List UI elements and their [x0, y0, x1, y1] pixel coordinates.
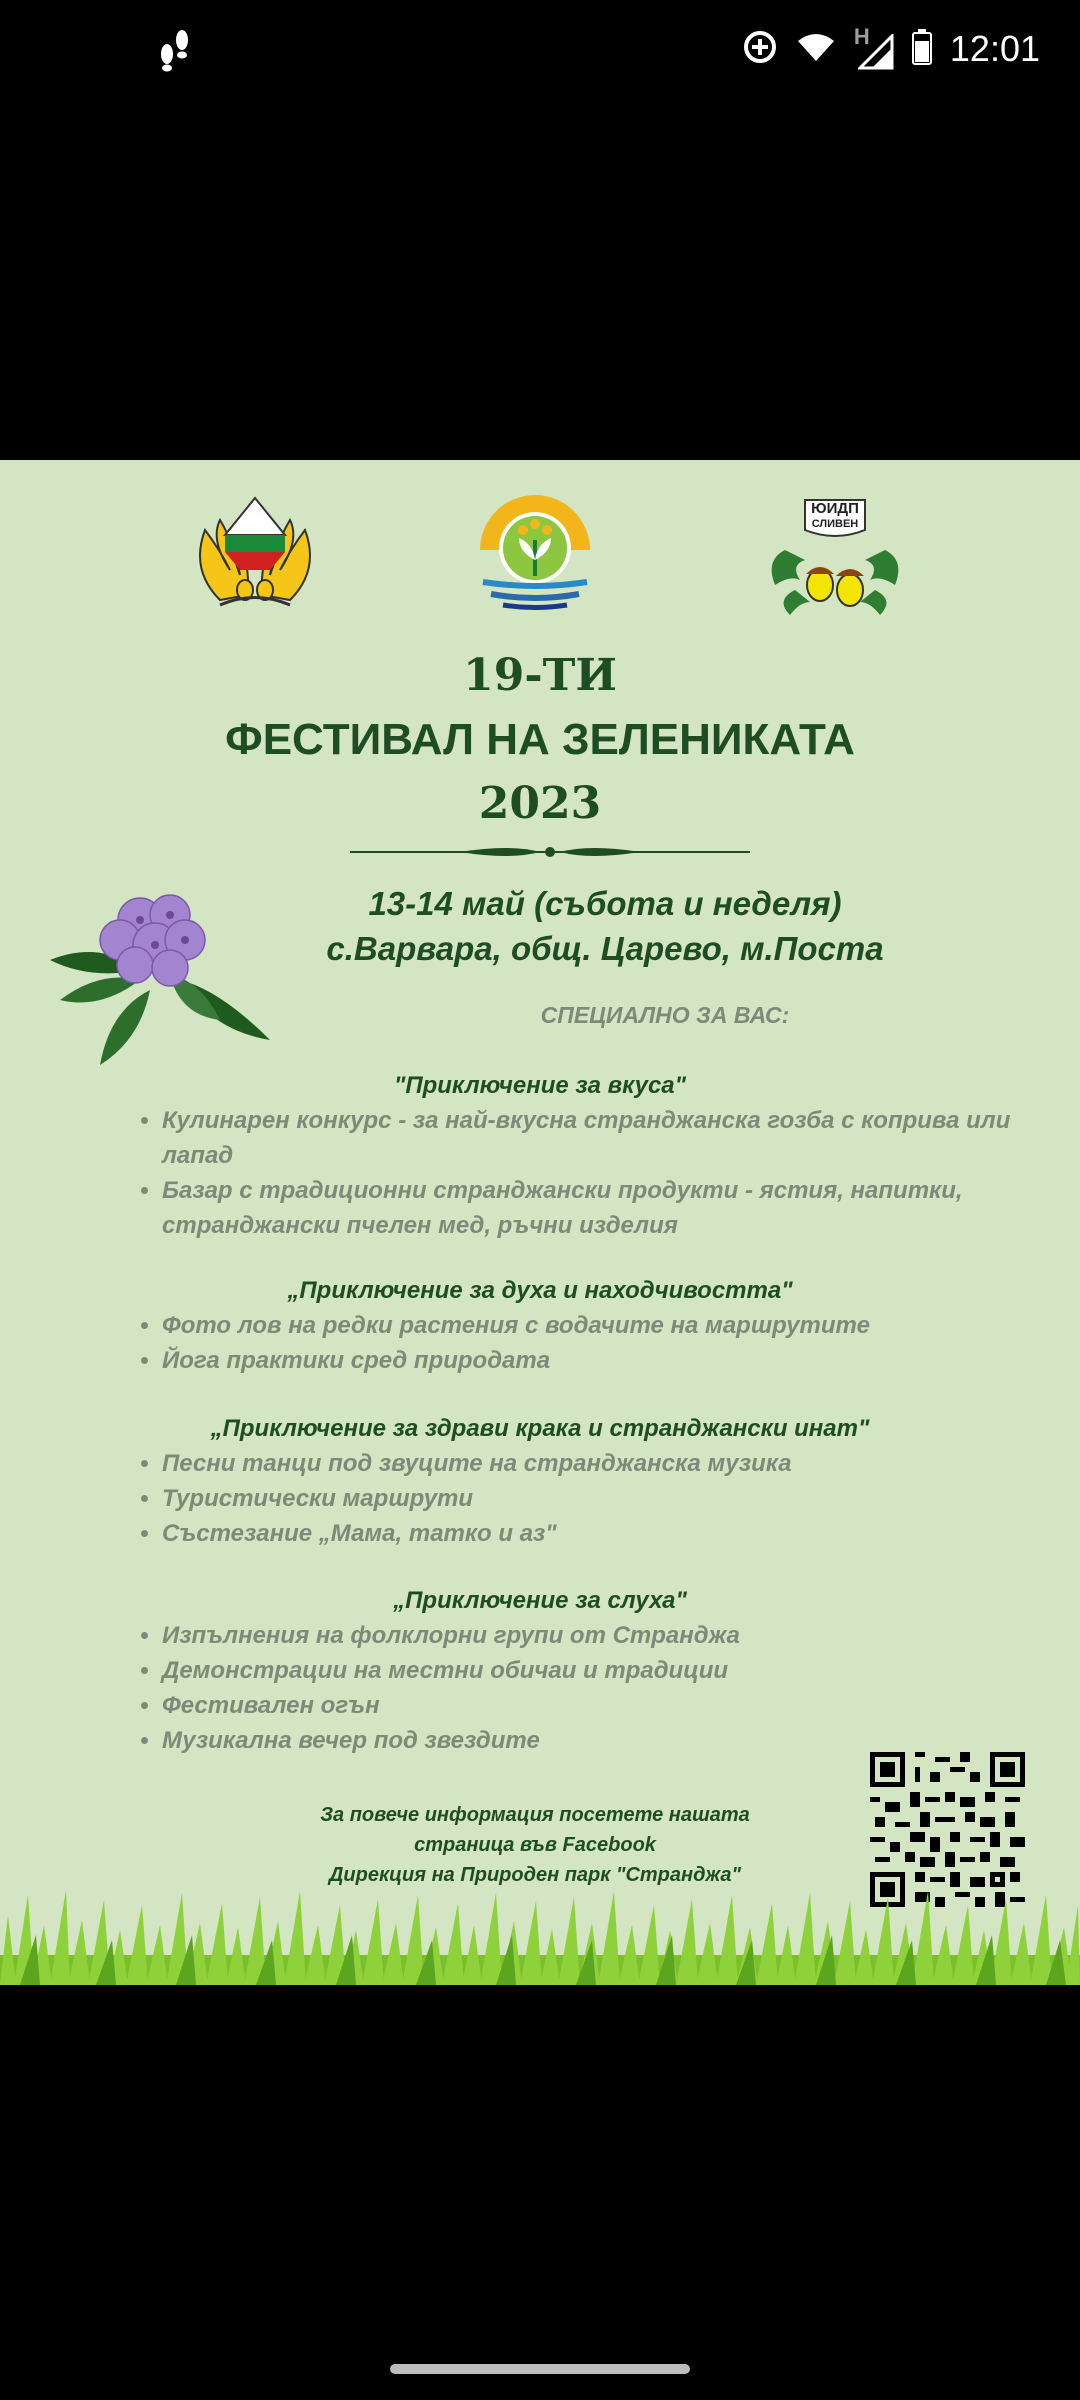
status-icons — [742, 24, 1040, 70]
section-list-hearing — [140, 1618, 1042, 1758]
section-title-taste: "Приключение за вкуса" — [393, 1072, 687, 1099]
special-for-you-label: СПЕЦИАЛНО ЗА ВАС: — [540, 1002, 790, 1028]
list-item: • Фото лов на редки растения с водачите на маршрутите — [162, 1308, 1042, 1343]
section-title-spirit: „Приключение за духа и находчивостта" — [287, 1277, 793, 1304]
forestry-agency-logo — [190, 490, 320, 615]
festival-poster — [0, 460, 1080, 1985]
grass-decoration — [0, 1885, 1080, 1985]
list-item: • Йога практики сред природата — [162, 1343, 1042, 1378]
festival-year: 2023 — [478, 778, 602, 829]
section-list-spirit — [140, 1308, 1042, 1378]
list-item: • Състезание „Мама, татко и аз" — [162, 1516, 1042, 1551]
footsteps-icon — [155, 28, 195, 77]
list-item: • Кулинарен конкурс - за най-вкусна странджанска гозба с коприва или лапад — [162, 1103, 1042, 1173]
status-bar — [0, 0, 1080, 110]
mobile-signal-icon — [853, 24, 894, 68]
event-location: с.Варвара, общ. Царево, м.Поста — [326, 930, 884, 967]
data-saver-icon — [742, 29, 778, 70]
battery-icon — [912, 29, 932, 70]
wifi-icon — [796, 31, 836, 68]
info-line: За повече информация посетете нашата — [320, 1804, 750, 1826]
section-title-legs: „Приключение за здрави крака и странджански инат" — [210, 1415, 870, 1442]
list-item: • Изпълнения на фолклорни групи от Странджа — [162, 1618, 1042, 1653]
section-list-taste — [140, 1103, 1042, 1243]
info-line: страница във Facebook — [414, 1834, 656, 1856]
info-line: Дирекция на Природен парк "Странджа" — [328, 1864, 742, 1886]
clock: 12:01 — [949, 28, 1040, 69]
section-title-hearing: „Приключение за слуха" — [393, 1587, 687, 1614]
festival-title: ФЕСТИВАЛ НА ЗЕЛЕНИКАТА — [225, 715, 855, 764]
section-list-legs — [140, 1446, 1042, 1551]
logo-text-bottom: СЛИВЕН — [811, 518, 859, 530]
list-item: • Базар с традиционни странджански продукти - ястия, напитки, странджански пчелен мед, ръчни изделия — [162, 1173, 1042, 1243]
logo-text-top: ЮИДП — [811, 500, 859, 517]
ornament-divider — [350, 840, 750, 869]
list-item: • Музикална вечер под звездите — [162, 1723, 1042, 1758]
festival-edition: 19-ТИ — [463, 650, 617, 701]
gesture-navigation-bar[interactable] — [390, 2364, 690, 2374]
logos-row — [0, 490, 1080, 630]
yuidp-sliven-logo — [765, 490, 905, 625]
list-item: • Фестивален огън — [162, 1688, 1042, 1723]
network-type-label: H — [853, 24, 870, 49]
nature-park-logo — [475, 490, 595, 615]
list-item: • Песни танци под звуците на странджанска музика — [162, 1446, 1042, 1481]
list-item: • Демонстрации на местни обичаи и традиции — [162, 1653, 1042, 1688]
event-dates: 13-14 май (събота и неделя) — [368, 885, 842, 922]
list-item: • Туристически маршрути — [162, 1481, 1042, 1516]
more-info-text — [290, 1800, 780, 1890]
rhododendron-flower-image — [40, 880, 280, 1085]
